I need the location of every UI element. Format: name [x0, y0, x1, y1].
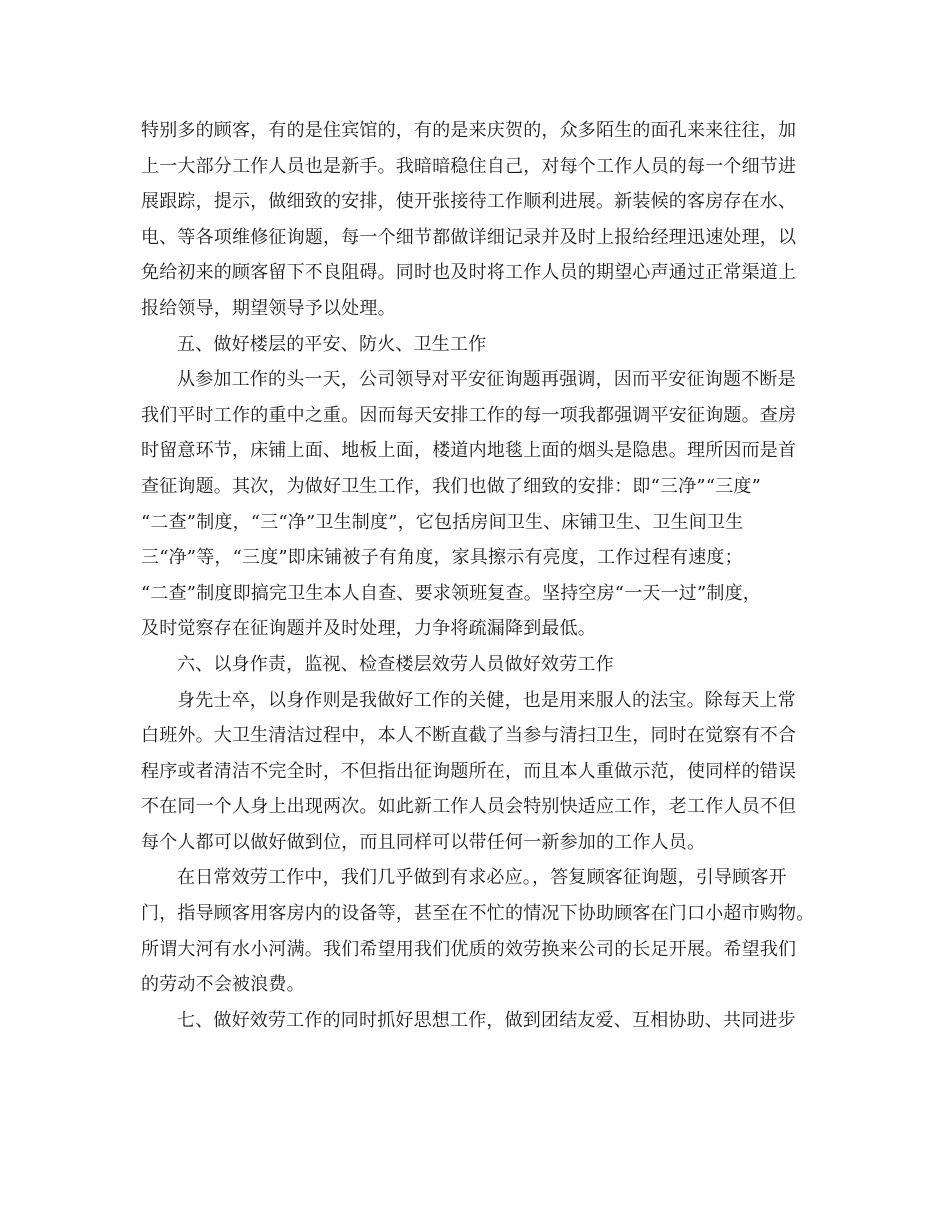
text-line: 电、等各项维修征询题，每一个细节都做详细记录并及时上报给经理迅速处理，以: [141, 226, 797, 248]
text-line: 从参加工作的头一天，公司领导对平安征询题再强调，因而平安征询题不断是: [177, 369, 796, 391]
text-line: 在日常效劳工作中，我们几乎做到有求必应。，答复顾客征询题，引导顾客开: [177, 867, 787, 889]
text-line: 的劳动不会被浪费。: [141, 974, 305, 996]
text-line: 程序或者清洁不完全时，不但指出征询题所在，而且本人重做示范，使同样的错误: [141, 760, 797, 782]
text-line: 三“净”等，“三度”即床铺被子有角度，家具擦示有亮度，工作过程有速度；: [141, 547, 743, 569]
text-line: 我们平时工作的重中之重。因而每天安排工作的每一项我都强调平安征询题。查房: [141, 404, 797, 426]
text-line: 每个人都可以做好做到位，而且同样可以带任何一新参加的工作人员。: [141, 831, 706, 853]
text-line: 所谓大河有水小河满。我们希望用我们优质的效劳换来公司的长足开展。希望我们: [141, 938, 797, 960]
section-heading: 七、做好效劳工作的同时抓好思想工作，做到团结友爱、互相协助、共同进步: [177, 1009, 796, 1031]
text-line: 展跟踪，提示，做细致的安排，使开张接待工作顺利进展。新装候的客房存在水、: [141, 191, 797, 213]
text-line: 时留意环节，床铺上面、地板上面，楼道内地毯上面的烟头是隐患。理所因而是首: [141, 440, 797, 462]
section-heading: 六、以身作责，监视、检查楼层效劳人员做好效劳工作: [177, 653, 614, 675]
text-line: 不在同一个人身上出现两次。如此新工作人员会特别快适应工作，老工作人员不但: [141, 796, 797, 818]
document-body: [141, 113, 813, 1038]
text-line: 身先士卒，以身作则是我做好工作的关健，也是用来服人的法宝。除每天上常: [177, 689, 796, 711]
text-line: 免给初来的顾客留下不良阻碍。同时也及时将工作人员的期望心声通过正常渠道上: [141, 262, 797, 284]
text-line: 白班外。大卫生清洁过程中，本人不断直截了当参与清扫卫生，同时在觉察有不合: [141, 725, 797, 747]
text-line: “二查”制度即搞完卫生本人自查、要求领班复查。坚持空房“一天一过”制度，: [141, 582, 762, 604]
text-line: “二查”制度，“三“净”卫生制度”，它包括房间卫生、床铺卫生、卫生间卫生: [141, 511, 744, 533]
text-line: 特别多的顾客，有的是住宾馆的，有的是来庆贺的，众多陌生的面孔来来往往，加: [141, 120, 797, 141]
text-line: 上一大部分工作人员也是新手。我暗暗稳住自己，对每个工作人员的每一个细节进: [141, 155, 797, 177]
text-line: 报给领导，期望领导予以处理。: [141, 297, 396, 319]
text-line: 门，指导顾客用客房内的设备等，甚至在不忙的情况下协助顾客在门口小超市购物。: [141, 903, 815, 925]
text-line: 查征询题。其次，为做好卫生工作，我们也做了细致的安排：即“三净”“三度”: [141, 475, 762, 497]
section-heading: 五、做好楼层的平安、防火、卫生工作: [177, 333, 487, 355]
text-line: 及时觉察存在征询题并及时处理，力争将疏漏降到最低。: [141, 618, 596, 640]
